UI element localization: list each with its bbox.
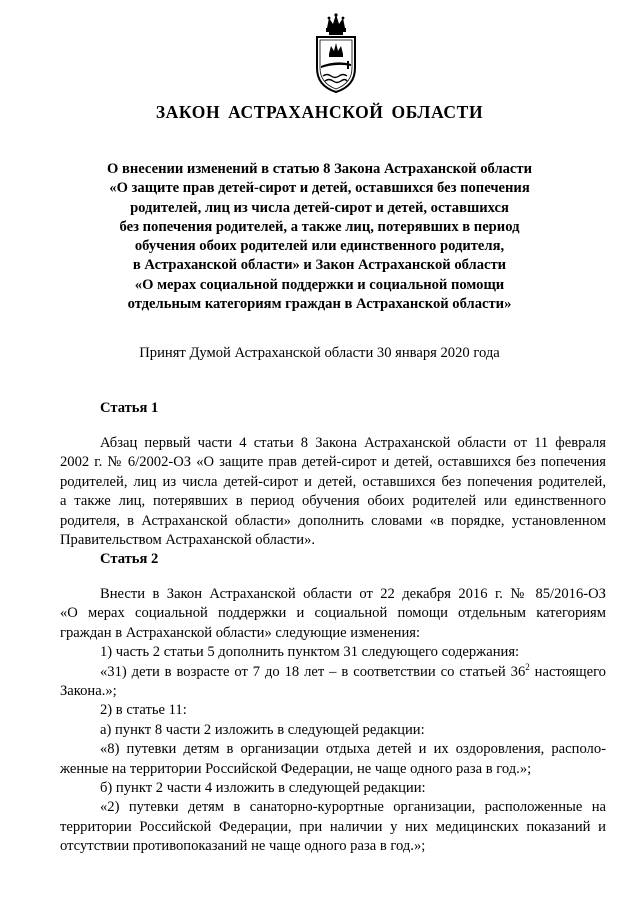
text-line: 2) в статье 11: <box>100 702 187 719</box>
text-line: «О мерах социальной поддержки и социальной помощи отдельным категориям <box>60 605 606 622</box>
text-line: а) пункт 8 части 2 изложить в следующей редакции: <box>100 721 425 738</box>
law-title: ЗАКОН АСТРАХАНСКОЙ ОБЛАСТИ <box>155 102 484 122</box>
article-2-text <box>60 585 606 857</box>
text-fragment: «31) дети в возрасте от 7 до 18 лет – в соответствии со статьей 36 <box>100 663 526 680</box>
subtitle-line: «О мерах социальной поддержки и социальной помощи <box>134 276 505 293</box>
text-line <box>60 663 606 682</box>
article-2-heading: Статья 2 <box>100 551 159 567</box>
text-line: 2002 г. № 6/2002-ОЗ «О защите прав детей-сирот и детей, оставшихся без попечения <box>60 454 606 471</box>
article-1-text <box>60 434 606 550</box>
superscript: 2 <box>525 661 530 672</box>
text-line: Правительством Астраханской области». <box>60 532 316 549</box>
subtitle-line: «О защите прав детей-сирот и детей, оставшихся без попечения <box>109 180 530 197</box>
subtitle-line: без попечения родителей, а также лиц, потерявших в период <box>119 218 520 235</box>
text-line: Закона.»; <box>60 683 117 700</box>
text-line: территории Российской Федерации, при наличии у них медицинских показаний и <box>60 818 606 835</box>
subtitle-line: обучения обоих родителей или единственного родителя, <box>134 238 505 255</box>
subtitle-line: О внесении изменений в статью 8 Закона Астраханской области <box>106 161 532 177</box>
text-line: Абзац первый части 4 статьи 8 Закона Астраханской области от 11 февраля <box>100 435 606 451</box>
adoption-note: Принят Думой Астраханской области 30 января 2020 года <box>139 345 500 361</box>
text-line: отсутствии противопоказаний не чаще одного раза в год.»; <box>60 838 426 855</box>
text-line: а также лиц, потерявших в период обучения обоих родителей или единственного <box>60 493 606 510</box>
text-line: женные на территории Российской Федерации, не чаще одного раза в год.»; <box>60 760 532 777</box>
text-line: родителей, лиц из числа детей-сирот и детей, оставшихся без попечения родителей, <box>60 473 606 490</box>
text-line: «8) путевки детям в организации отдыха детей и их оздоровления, располо- <box>100 741 606 758</box>
subtitle-line: в Астраханской области» и Закон Астраханской области <box>132 257 507 274</box>
subtitle-line: родителей, лиц из числа детей-сирот и детей, оставшихся <box>130 199 509 216</box>
astrakhan-coat-of-arms-icon <box>309 12 363 96</box>
subtitle-line: отдельным категориям граждан в Астраханской области» <box>127 296 512 313</box>
text-line: б) пункт 2 части 4 изложить в следующей редакции: <box>100 780 426 797</box>
text-line: «2) путевки детям в санаторно-курортные организации, расположенные на <box>100 799 606 816</box>
text-line: Внести в Закон Астраханской области от 22 декабря 2016 г. № 85/2016-ОЗ <box>100 586 606 602</box>
law-subtitle <box>90 160 549 314</box>
text-fragment: настоящего <box>529 663 606 680</box>
text-line: 1) часть 2 статьи 5 дополнить пунктом 31 следующего содержания: <box>100 644 520 661</box>
text-line: граждан в Астраханской области» следующие изменения: <box>60 624 421 641</box>
article-1-heading: Статья 1 <box>100 400 159 416</box>
text-line: родителя, в Астраханской области» дополнить словами «в порядке, установленном <box>60 512 606 529</box>
